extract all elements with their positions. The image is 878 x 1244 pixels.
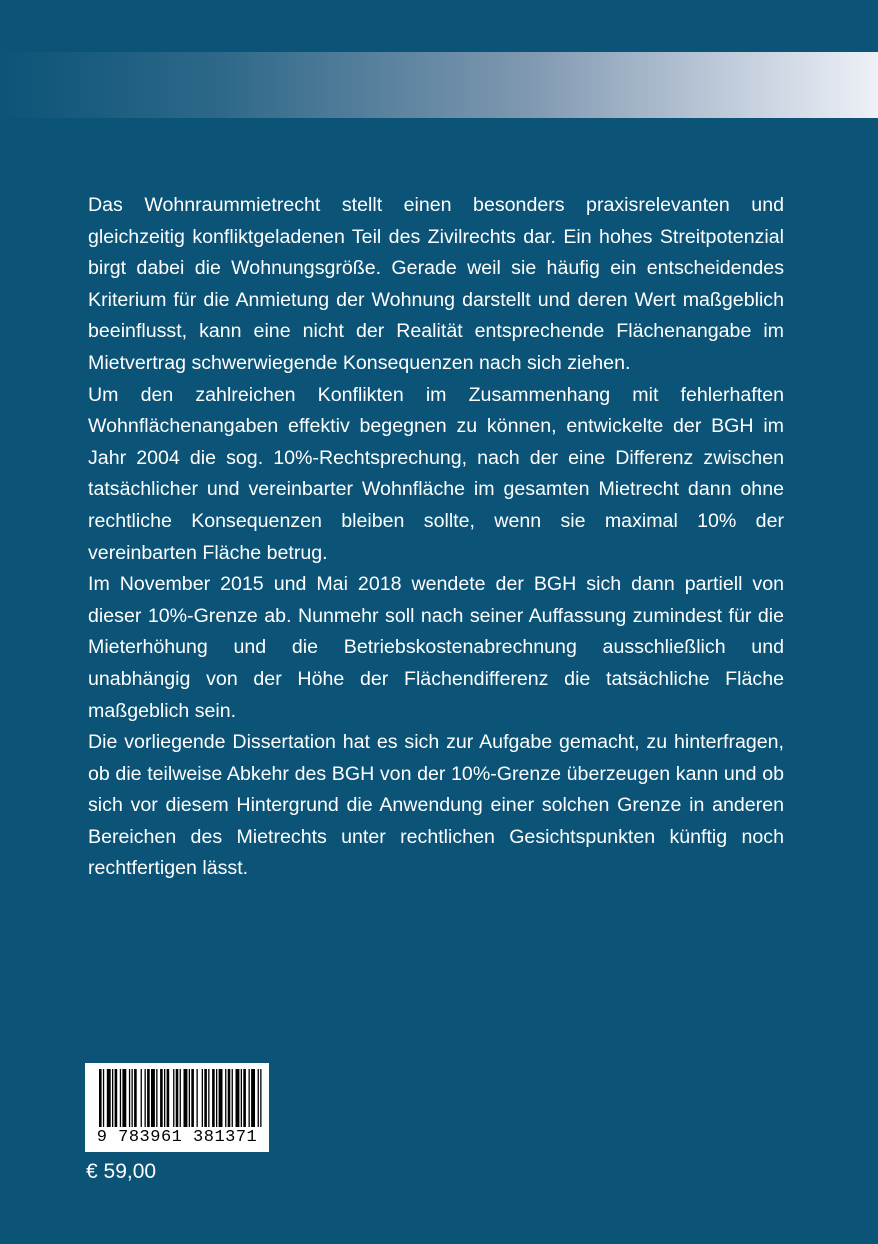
barcode-bar [145, 1069, 146, 1127]
barcode-bar [243, 1069, 246, 1127]
barcode-bar [216, 1069, 217, 1127]
barcode-bar [225, 1069, 226, 1127]
barcode-bar [134, 1069, 137, 1127]
barcode-bar [132, 1069, 133, 1127]
blurb-paragraph-1: Das Wohnraummietrecht stellt einen besonders praxisrelevanten und gleichzeitig konfliktgeladenen Teil des Zivilrechts dar. Ein hohes Streitpotenzial birgt dabei die Wohnungsgröße. Gerade weil sie häufig ein entscheidendes Kriterium für die Anmietung der Wohnung darstellt und deren Wert maßgeblich beeinflusst, kann eine nicht der Realität entsprechende Flächenangabe im Mietvertrag schwerwiegende Konsequenzen nach sich ziehen. [88, 194, 784, 374]
barcode-bar [112, 1069, 113, 1127]
barcode-bar [219, 1069, 223, 1127]
isbn-barcode [85, 1063, 269, 1152]
barcode-bar [202, 1069, 203, 1127]
back-cover-blurb [88, 190, 784, 885]
barcode-bars [85, 1063, 269, 1129]
barcode-bar [197, 1069, 198, 1127]
barcode-bar [191, 1069, 194, 1127]
barcode-bar [251, 1069, 255, 1127]
barcode-bar [204, 1069, 207, 1127]
barcode-bar [241, 1069, 242, 1127]
price-label: € 59,00 [86, 1160, 157, 1183]
barcode-bar [208, 1069, 209, 1127]
barcode-bar [260, 1069, 261, 1127]
barcode-bar [156, 1069, 157, 1127]
barcode-bar [236, 1069, 240, 1127]
barcode-bar [147, 1069, 150, 1127]
barcode-bar [189, 1069, 190, 1127]
barcode-bar [167, 1069, 170, 1127]
barcode-bar [115, 1069, 118, 1127]
barcode-bar [249, 1069, 250, 1127]
barcode-bar [164, 1069, 165, 1127]
barcode-bar [103, 1069, 104, 1127]
barcode-bar [212, 1069, 215, 1127]
barcode-bar [173, 1069, 174, 1127]
barcode-bar [99, 1069, 102, 1127]
isbn-digits: 9 783961 381371 [96, 1128, 258, 1147]
blurb-paragraph-2: Um den zahlreichen Konflikten im Zusammenhang mit fehlerhaften Wohnflächenangaben effektiv begegnen zu können, entwickelte der BGH im Jahr 2004 die sog. 10%-Rechtsprechung, nach der eine Differenz zwischen tatsächlicher und vereinbarter Wohnfläche im gesamten Mietrecht dann ohne rechtliche Konsequenzen bleiben sollte, wenn sie maximal 10% der vereinbarten Fläche betrug. [88, 383, 784, 564]
top-gradient-band [0, 52, 878, 118]
barcode-bar [184, 1069, 188, 1127]
barcode-bar [180, 1069, 181, 1127]
barcode-bar [141, 1069, 142, 1127]
barcode-bar [228, 1069, 231, 1127]
barcode-bar [258, 1069, 259, 1127]
barcode-bar [122, 1069, 126, 1127]
barcode-bar [232, 1069, 233, 1127]
barcode-bar [176, 1069, 179, 1127]
blurb-paragraph-4: Die vorliegende Dissertation hat es sich zur Aufgabe gemacht, zu hinterfragen, ob die teilweise Abkehr des BGH von der 10%-Grenze überzeugen kann und ob sich vor diesem Hintergrund die Anwendung einer solchen Grenze in anderen Bereichen des Mietrechts unter rechtlichen Gesichtspunkten künftig noch rechtfertigen lässt. [88, 731, 784, 880]
barcode-bar [107, 1069, 111, 1127]
barcode-bar [160, 1069, 163, 1127]
blurb-paragraph-3: Im November 2015 und Mai 2018 wendete der BGH sich dann partiell von dieser 10%-Grenze ab. Nunmehr soll nach seiner Auffassung zumindest für die Mieterhöhung und die Betriebskostenabrechnung ausschließlich und unabhängig von der Höhe der Flächendifferenz die tatsächliche Fläche maßgeblich sein. [88, 573, 784, 722]
barcode-bar [129, 1069, 130, 1127]
barcode-bar [120, 1069, 121, 1127]
barcode-bar [151, 1069, 155, 1127]
